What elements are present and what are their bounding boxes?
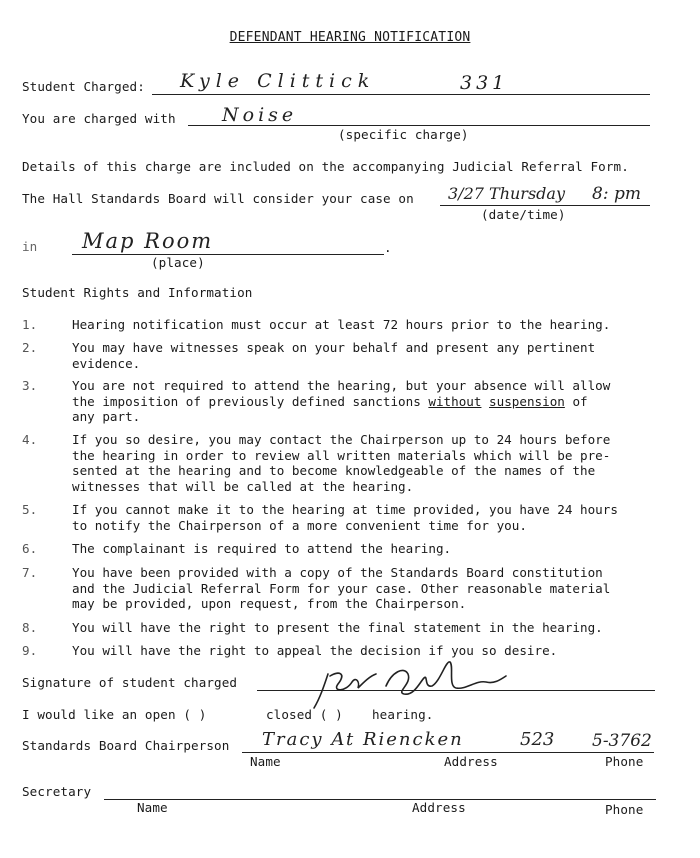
item-9-number: 9. — [22, 643, 38, 658]
student-charged-room[interactable]: 331 — [460, 72, 509, 94]
item-6-number: 6. — [22, 541, 38, 556]
page-title: DEFENDANT HEARING NOTIFICATION — [229, 30, 471, 45]
item-3-line-2 — [72, 394, 610, 410]
item-4-line-4: witnesses that will be called at the hearing. — [72, 478, 414, 494]
item-3-text — [72, 378, 610, 425]
secretary-col-phone: Phone — [605, 802, 644, 817]
item-1-text — [72, 317, 610, 333]
date-time-line — [440, 205, 650, 206]
closed-hearing-option[interactable]: closed ( ) — [266, 707, 343, 722]
item-3-line-1: You are not required to attend the hearing, but your absence will allow — [72, 378, 611, 393]
item-3-of: of — [572, 393, 588, 409]
item-4-number: 4. — [22, 432, 38, 447]
student-signature[interactable] — [300, 652, 510, 712]
suspension-underlined: suspension — [489, 393, 565, 409]
chairperson-address[interactable]: 523 — [520, 729, 555, 750]
item-7-line-2: and the Judicial Referral Form for your case. Other reasonable material — [72, 580, 611, 596]
chairperson-label: Standards Board Chairperson — [22, 738, 230, 753]
item-7-number: 7. — [22, 565, 38, 580]
item-6-line-1: The complainant is required to attend the hearing. — [72, 541, 452, 556]
hearing-label: hearing. — [372, 707, 434, 722]
details-line: Details of this charge are included on the accompanying Judicial Referral Form. — [22, 159, 629, 174]
item-9-line-1: You will have the right to appeal the decision if you so desire. — [72, 643, 558, 658]
specific-charge-caption: (specific charge) — [338, 127, 469, 142]
item-7-text — [72, 565, 610, 612]
item-2-line-2: evidence. — [72, 355, 141, 371]
chairperson-col-address: Address — [444, 754, 498, 769]
secretary-line — [104, 799, 656, 800]
item-4-line-2: the hearing in order to review all written materials which will be pre- — [72, 447, 611, 463]
secretary-label: Secretary — [22, 784, 92, 799]
place-label: in — [22, 239, 38, 254]
charged-with-label: You are charged with — [22, 111, 176, 126]
item-2-text — [72, 340, 595, 371]
student-charged-line — [152, 94, 650, 95]
item-5-line-2: to notify the Chairperson of a more convenient time for you. — [72, 517, 527, 533]
item-3-number: 3. — [22, 378, 38, 393]
item-5-text — [72, 502, 618, 533]
rights-heading: Student Rights and Information — [22, 285, 253, 300]
item-3-line-3: any part. — [72, 409, 141, 424]
item-1-line-1: Hearing notification must occur at least 72 hours prior to the hearing. — [72, 317, 611, 332]
place-value[interactable]: Map Room — [82, 229, 214, 253]
chairperson-col-name: Name — [250, 754, 281, 769]
item-4-line-3: sented at the hearing and to become knowledgeable of the names of the — [72, 463, 596, 478]
place-line — [72, 254, 384, 255]
item-5-number: 5. — [22, 502, 38, 517]
hearing-date[interactable]: 3/27 Thursday — [448, 184, 565, 203]
secretary-col-name: Name — [137, 800, 168, 815]
item-7-line-1: You have been provided with a copy of the Standards Board constitution — [72, 565, 603, 580]
item-4-line-1: If you so desire, you may contact the Chairperson up to 24 hours before — [72, 432, 611, 447]
chairperson-col-phone: Phone — [605, 754, 644, 769]
item-1-number: 1. — [22, 317, 38, 332]
item-7-line-3: may be provided, upon request, from the Chairperson. — [72, 596, 467, 611]
item-5-line-1: If you cannot make it to the hearing at time provided, you have 24 hours — [72, 502, 618, 517]
place-caption: (place) — [151, 255, 205, 270]
item-4-text — [72, 432, 610, 494]
item-8-line-1: You will have the right to present the final statement in the hearing. — [72, 620, 603, 635]
consider-label: The Hall Standards Board will consider your case on — [22, 191, 414, 206]
secretary-col-address: Address — [412, 800, 466, 815]
charge-value[interactable]: Noise — [222, 104, 298, 126]
open-hearing-option[interactable]: I would like an open ( ) — [22, 707, 207, 722]
signature-label: Signature of student charged — [22, 675, 238, 690]
chairperson-name[interactable]: Tracy At Riencken — [262, 729, 464, 750]
place-end: . — [384, 240, 392, 255]
chairperson-line — [242, 752, 654, 753]
item-2-number: 2. — [22, 340, 38, 355]
item-2-line-1: You may have witnesses speak on your behalf and present any pertinent — [72, 340, 596, 355]
item-3-line-2-start: the imposition of previously defined sanctions — [72, 393, 421, 409]
item-6-text — [72, 541, 451, 557]
item-8-text — [72, 620, 603, 636]
chairperson-phone[interactable]: 5-3762 — [592, 731, 652, 751]
student-charged-label: Student Charged: — [22, 79, 145, 94]
without-underlined: without — [428, 393, 482, 409]
student-charged-name[interactable]: Kyle Clittick — [180, 70, 376, 92]
item-8-number: 8. — [22, 620, 38, 635]
hearing-time[interactable]: 8: pm — [592, 184, 641, 204]
date-time-caption: (date/time) — [481, 207, 566, 222]
